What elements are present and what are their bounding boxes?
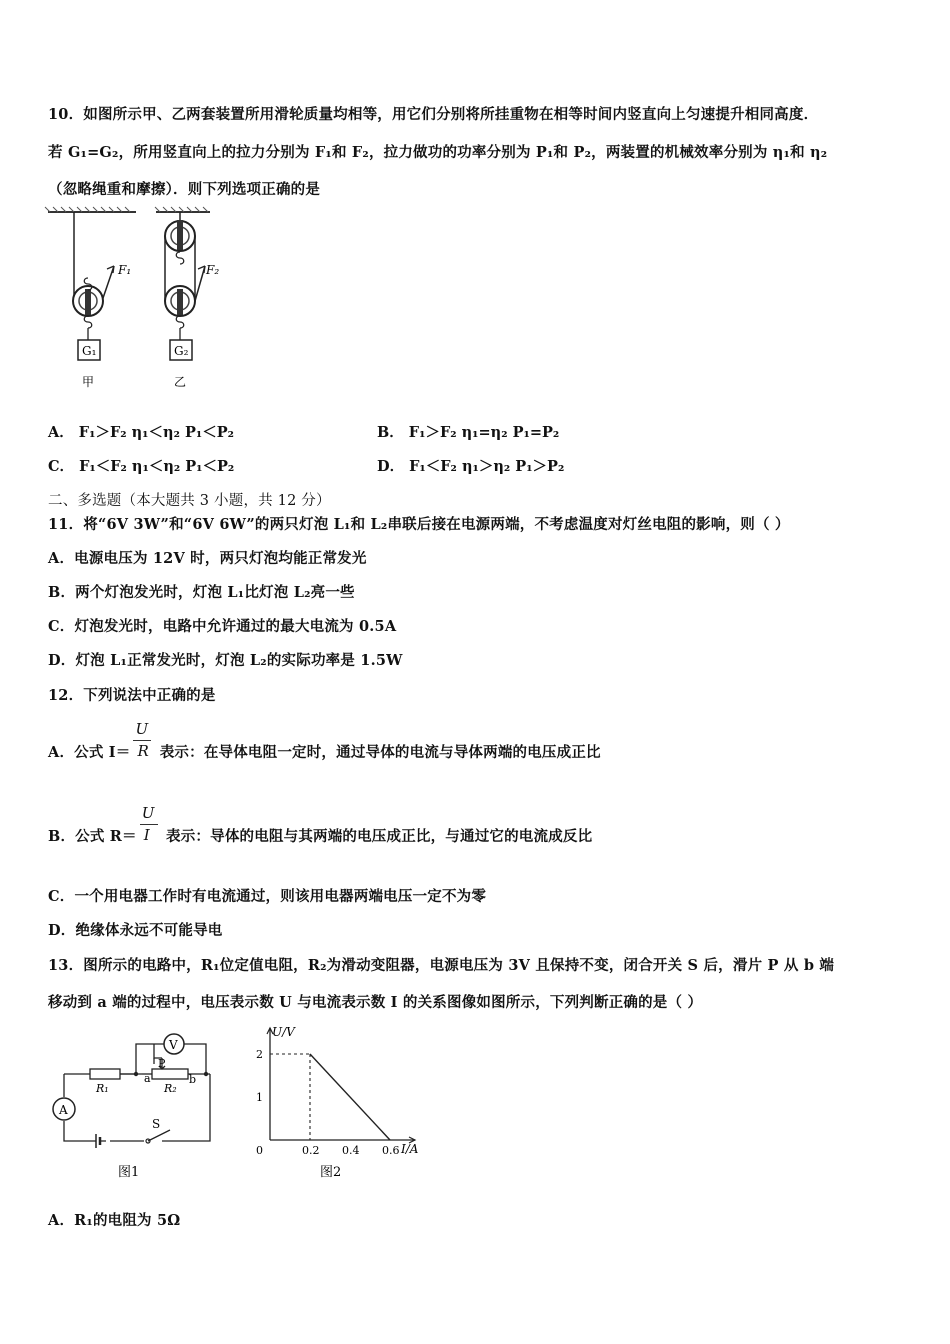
q10-option-a[interactable]: A． F₁＞F₂ η₁＜η₂ P₁＜P₂ — [48, 424, 234, 441]
slider-p-label: P — [158, 1057, 166, 1070]
x-tick-label: 0.6 — [382, 1144, 400, 1157]
q11-option-b[interactable]: B．两个灯泡发光时，灯泡 L₁比灯泡 L₂亮一些 — [48, 584, 355, 601]
q12-stem: 12．下列说法中正确的是 — [48, 687, 216, 704]
graph-series — [310, 1054, 390, 1140]
q12-option-d[interactable]: D．绝缘体永远不可能导电 — [48, 922, 223, 939]
frac-numerator: U — [141, 804, 155, 822]
q12-option-b[interactable] — [48, 804, 593, 846]
x-tick-label: 0.2 — [302, 1144, 320, 1157]
r1-label: R₁ — [96, 1082, 109, 1095]
q11-stem: 11．将“6V 3W”和“6V 6W”的两只灯泡 L₁和 L₂串联后接在电源两端，不考虑温度对灯丝电阻的影响，则（ ） — [48, 516, 790, 533]
q10-stem-line3: （忽略绳重和摩擦）．则下列选项正确的是 — [48, 181, 321, 198]
junction-a — [134, 1072, 138, 1076]
frac-numerator: U — [135, 720, 149, 738]
pulley-a — [73, 212, 114, 340]
terminal-a-label: a — [144, 1072, 151, 1085]
q11-option-d[interactable]: D．灯泡 L₁正常发光时，灯泡 L₂的实际功率是 1.5W — [48, 652, 403, 669]
x-tick-label: 0.4 — [342, 1144, 360, 1157]
pulley-b — [165, 212, 205, 340]
force-f2-label: F₂ — [206, 263, 220, 277]
voltmeter-label: V — [169, 1038, 178, 1052]
switch-blade — [148, 1130, 170, 1141]
y-tick-label: 2 — [256, 1048, 263, 1061]
q11-option-c[interactable]: C．灯泡发光时，电路中允许通过的最大电流为 0.5A — [48, 618, 397, 635]
q10-stem-line2: 若 G₁=G₂，所用竖直向上的拉力分别为 F₁和 F₂，拉力做功的功率分别为 P₁和 P₂，两装置的机械效率分别为 η₁和 η₂ — [48, 144, 828, 161]
q12-a-suffix: 表示：在导体电阻一定时，通过导体的电流与导体两端的电压成正比 — [154, 744, 601, 761]
q13-stem-line2: 移动到 a 端的过程中，电压表示数 U 与电流表示数 I 的关系图像如图所示，下列判断正确的是（ ） — [48, 994, 703, 1011]
y-tick-label: 1 — [256, 1091, 263, 1104]
q11-option-a[interactable]: A．电源电压为 12V 时，两只灯泡均能正常发光 — [48, 550, 367, 567]
frac-denominator: R — [137, 742, 149, 760]
section-2-heading: 二、多选题（本大题共 3 小题，共 12 分） — [48, 493, 331, 509]
formula-u-over-i — [140, 804, 158, 844]
pulley-figure — [44, 206, 220, 396]
force-f1-label: F₁ — [118, 263, 132, 277]
r2-label: R₂ — [164, 1082, 177, 1095]
ui-graph — [240, 1020, 440, 1185]
q13-option-a[interactable]: A．R₁的电阻为 5Ω — [48, 1212, 181, 1229]
q12-option-a[interactable] — [48, 720, 601, 762]
weight-g2-label: G₂ — [174, 344, 189, 358]
x-tick-label: 0 — [256, 1144, 263, 1157]
resistor-r2 — [152, 1069, 188, 1079]
ceiling-left — [45, 207, 136, 212]
terminal-b-label: b — [189, 1073, 197, 1086]
ammeter-label: A — [59, 1103, 68, 1117]
q10-option-d[interactable]: D． F₁＜F₂ η₁＞η₂ P₁＞P₂ — [377, 458, 565, 475]
formula-u-over-r — [133, 720, 151, 760]
q10-stem-line1: 10．如图所示甲、乙两套装置所用滑轮质量均相等，用它们分别将所挂重物在相等时间内竖直向上匀速提升相同高度． — [48, 106, 819, 123]
resistor-r1 — [90, 1069, 120, 1079]
q12-option-c[interactable]: C．一个用电器工作时有电流通过，则该用电器两端电压一定不为零 — [48, 888, 487, 905]
junction-b — [204, 1072, 208, 1076]
q10-option-c[interactable]: C． F₁＜F₂ η₁＜η₂ P₁＜P₂ — [48, 458, 235, 475]
label-yi: 乙 — [174, 375, 187, 389]
graph-ylabel: U/V — [272, 1025, 295, 1039]
graph-xlabel: I/A — [401, 1142, 419, 1156]
figure1-caption: 图1 — [118, 1165, 140, 1180]
graph-axes — [267, 1028, 415, 1143]
q12-a-prefix: A．公式 I＝ — [48, 744, 131, 761]
figure2-caption: 图2 — [320, 1165, 342, 1180]
switch-label: S — [152, 1117, 161, 1131]
q12-b-prefix: B．公式 R＝ — [48, 828, 137, 845]
q13-stem-line1: 13．图所示的电路中，R₁位定值电阻，R₂为滑动变阻器，电源电压为 3V 且保持不变，闭合开关 S 后，滑片 P 从 b 端 — [48, 957, 835, 974]
label-jia: 甲 — [82, 375, 95, 389]
frac-denominator: I — [143, 826, 150, 844]
graph-guides — [270, 1054, 310, 1140]
weight-g1-label: G₁ — [82, 344, 97, 358]
q12-b-suffix: 表示：导体的电阻与其两端的电压成正比，与通过它的电流成反比 — [160, 828, 593, 845]
ceiling-right — [155, 207, 210, 212]
circuit-diagram — [44, 1024, 224, 1184]
series-line — [310, 1054, 390, 1140]
graph-ticks — [256, 1048, 400, 1157]
q10-option-b[interactable]: B． F₁＞F₂ η₁=η₂ P₁=P₂ — [377, 424, 560, 441]
circuit-wires — [64, 1044, 210, 1141]
